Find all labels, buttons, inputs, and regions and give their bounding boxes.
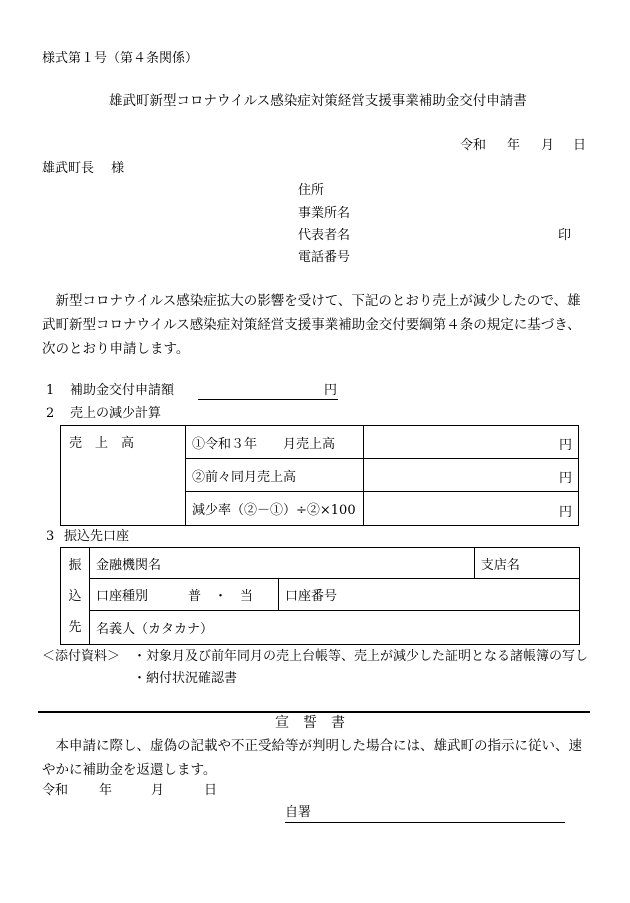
- side-char: 先: [68, 619, 82, 635]
- sales-row-value[interactable]: 円: [364, 426, 579, 459]
- sales-reduction-table: [60, 425, 579, 526]
- oath-date-reiwa: 令和: [42, 783, 69, 798]
- transfer-side-label: [61, 548, 90, 645]
- oath-title: 宣 誓 書: [275, 715, 345, 731]
- form-number: 様式第１号（第４条関係）: [42, 51, 199, 66]
- date-day: 日: [573, 138, 587, 153]
- attachment-item: ・納付状況確認書: [133, 671, 238, 686]
- account-number-cell[interactable]: 口座番号: [279, 579, 580, 610]
- phone-label: 電話番号: [298, 250, 351, 265]
- branch-cell[interactable]: 支店名: [474, 548, 579, 579]
- document-title: 雄武町新型コロナウイルス感染症対策経営支援事業補助金交付申請書: [109, 93, 527, 109]
- section2-number: 2: [46, 406, 55, 421]
- signature-line[interactable]: [285, 822, 565, 823]
- bank-name-cell[interactable]: 金融機関名: [90, 548, 475, 579]
- oath-date-month: 月: [151, 783, 165, 798]
- section1-label: 補助金交付申請額: [70, 383, 175, 398]
- oath-date-day: 日: [204, 783, 218, 798]
- account-holder-cell[interactable]: 名義人（カタカナ）: [90, 610, 580, 644]
- account-type-options[interactable]: 普 ・ 当: [188, 588, 254, 604]
- side-char: 込: [68, 588, 82, 604]
- sales-row-value[interactable]: 円: [364, 492, 579, 526]
- sales-row-label: ①令和３年 月売上高: [186, 426, 364, 459]
- account-type-label: 口座種別: [96, 588, 149, 604]
- signature-label: 自署: [285, 805, 312, 820]
- section-divider: [38, 711, 590, 713]
- attachment-item: ・対象月及び前年同月の売上台帳等、売上が減少した証明となる諸帳簿の写し: [133, 649, 589, 664]
- bank-account-table: [60, 547, 580, 645]
- addressee: 雄武町長 様: [42, 161, 125, 176]
- section1-yen: 円: [324, 383, 338, 398]
- intro-paragraph: 新型コロナウイルス感染症拡大の影響を受けて、下記のとおり売上が減少したので、雄武町新型コロナウイルス感染症対策経営支援事業補助金交付要綱第４条の規定に基づき、次のとおり申請します。: [42, 293, 581, 357]
- seal-label: 印: [558, 228, 572, 243]
- sales-header-cell: 売 上 高: [61, 426, 186, 526]
- sales-row-label: 減少率（②－①）÷②×100: [186, 492, 364, 526]
- date-reiwa: 令和: [460, 138, 487, 153]
- date-month: 月: [541, 138, 555, 153]
- section3-label: 振込先口座: [64, 529, 130, 544]
- section1-number: 1: [46, 383, 55, 398]
- attachments-prefix: ＜添付資料＞: [42, 649, 121, 664]
- sales-row-label: ②前々同月売上高: [186, 459, 364, 492]
- account-type-cell[interactable]: [90, 579, 279, 610]
- date-year: 年: [507, 138, 521, 153]
- address-label: 住所: [298, 183, 325, 198]
- sales-row-value[interactable]: 円: [364, 459, 579, 492]
- oath-date-year: 年: [99, 783, 113, 798]
- representative-label: 代表者名: [298, 228, 351, 243]
- oath-paragraph: 本申請に際し、虚偽の記載や不正受給等が判明した場合には、雄武町の指示に従い、速やかに補助金を返還します。: [42, 738, 582, 778]
- section2-label: 売上の減少計算: [70, 406, 162, 421]
- business-name-label: 事業所名: [298, 206, 351, 221]
- side-char: 振: [68, 557, 82, 573]
- section3-number: 3: [46, 529, 55, 544]
- section1-amount-line[interactable]: [198, 399, 338, 400]
